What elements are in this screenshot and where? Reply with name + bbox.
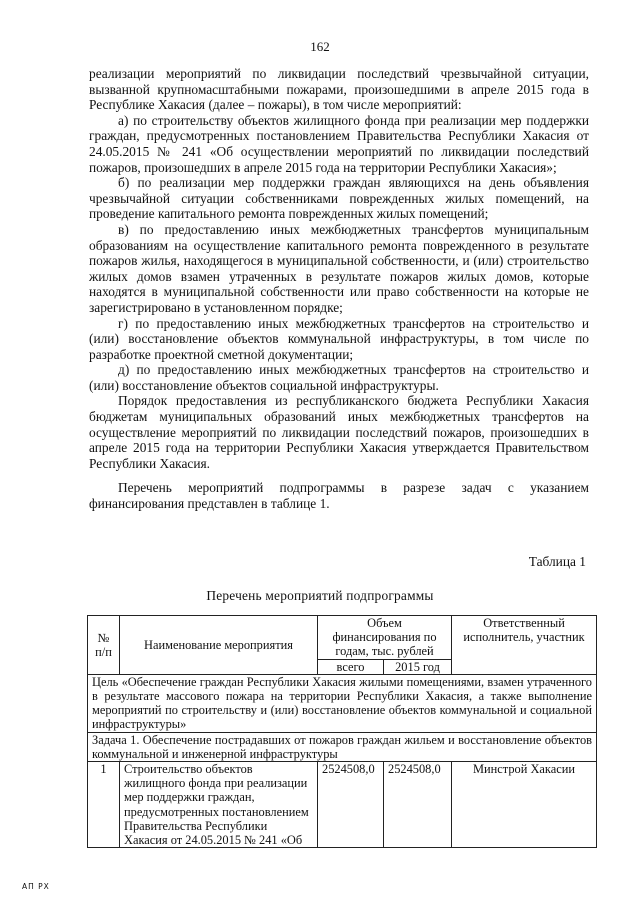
row-number: 1 (88, 762, 120, 848)
item-b-paragraph: б) по реализации мер поддержки граждан являющихся на день объявления чрезвычайной ситуации собственниками поврежденных жилых помещений, на проведение капитального ремонта поврежденных жилых помещений; (89, 175, 589, 222)
item-v-paragraph: в) по предоставлению иных межбюджетных трансфертов муниципальным образованиям на осуществление капитального ремонта поврежденного в результате пожаров жилья, находящегося в муниципальной собственности, и (или) строительство жилых домов взамен утраченных в результате пожаров жилых домов, которые находятся в муниципальной собственности или право собственности на которые не зарегистрировано в установленном порядке; (89, 221, 589, 315)
task-row (88, 732, 597, 761)
header-year-2015: 2015 год (384, 659, 452, 674)
task-cell: Задача 1. Обеспечение пострадавших от пожаров граждан жильем и восстановление объектов коммунальной и инженерной инфраструктуры (88, 732, 597, 761)
table-caption: Таблица 1 (528, 554, 586, 569)
row-responsible: Минстрой Хакасии (452, 762, 597, 848)
table-header-row (88, 616, 597, 660)
header-responsible: Ответственный исполнитель, участник (452, 616, 597, 675)
goal-row (88, 674, 597, 732)
row-total: 2524508,0 (318, 762, 384, 848)
procedure-paragraph: Порядок предоставления из республиканского бюджета Республики Хакасия бюджетам муниципальных образований иных межбюджетных трансфертов на осуществление мероприятий по ликвидации последствий пожаров, произошедших в апреле 2015 года на территории Республики Хакасия утверждается Правительством Республики Хакасия. (89, 393, 589, 471)
item-g-paragraph: г) по предоставлению иных межбюджетных трансфертов на строительство и (или) восстановление объектов коммунальной инфраструктуры, в том числе по разработке проектной сметной документации; (89, 315, 589, 362)
row-year-2015: 2524508,0 (384, 762, 452, 848)
item-a-paragraph: а) по строительству объектов жилищного фонда при реализации мер поддержки граждан, предусмотренных постановлением Правительства Республики Хакасия от 24.05.2015 № 241 «Об осуществлении мероприятий по ликвидации последствий пожаров, произошедших в апреле 2015 года на территории Республики Хакасия»; (89, 112, 589, 175)
item-d-paragraph: д) по предоставлению иных межбюджетных трансфертов на строительство и (или) восстановление объектов социальной инфраструктуры. (89, 362, 589, 393)
table-row (88, 762, 597, 848)
intro-paragraph: реализации мероприятий по ликвидации последствий чрезвычайной ситуации, вызванной крупномасштабными пожарами, произошедшими в апреле 2015 года в Республике Хакасия (далее – пожары), в том числе мероприятий: (89, 66, 589, 113)
table-title: Перечень мероприятий подпрограммы (206, 588, 434, 603)
header-name: Наименование мероприятия (120, 616, 318, 675)
header-funding: Объем финансирования по годам, тыс. рублей (318, 616, 452, 660)
row-name: Строительство объектов жилищного фонда при реализации мер поддержки граждан, предусмотренных постановлением Правительства Республики Хакасия от 24.05.2015 № 241 «Об (120, 762, 318, 848)
header-number: № п/п (88, 616, 120, 675)
page-number: 162 (310, 39, 330, 54)
header-total: всего (318, 659, 384, 674)
list-reference-paragraph: Перечень мероприятий подпрограммы в разрезе задач с указанием финансирования представлен в таблице 1. (89, 480, 589, 512)
measures-table (87, 615, 597, 848)
footer-label: АП РХ (22, 882, 50, 891)
goal-cell: Цель «Обеспечение граждан Республики Хакасия жилыми помещениями, взамен утраченного в результате массового пожара на территории Республики Хакасия, а также выполнение мероприятий по строительству и (или) восстановление объектов коммунальной и социальной инфраструктуры» (88, 674, 597, 732)
body-text (89, 66, 589, 512)
